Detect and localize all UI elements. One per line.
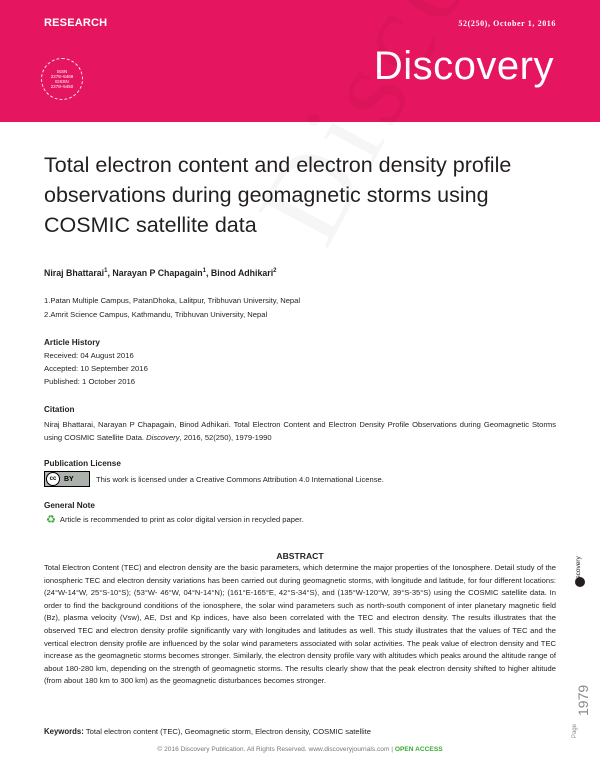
by-label: BY <box>64 475 74 483</box>
general-note-text: Article is recommended to print as color digital version in recycled paper. <box>59 515 304 524</box>
citation-heading: Citation <box>44 405 75 414</box>
seal-line: 2278–5450 <box>50 84 74 90</box>
author-list: Niraj Bhattarai$^1$, Narayan P Chapagain$^1$, Binod Adhikari$^2$ <box>44 268 277 278</box>
author-name: Binod Adhikari <box>210 268 274 278</box>
page-number-value: 1979 <box>575 684 591 716</box>
footer-separator: | <box>391 746 394 753</box>
keywords-text: Total electron content (TEC), Geomagnetic storm, Electron density, COSMIC satellite <box>85 727 372 736</box>
license-row <box>44 471 384 487</box>
author-affil-mark: 1 <box>202 268 207 275</box>
citation-text <box>44 418 556 444</box>
seal-line: 2278–5469 <box>50 73 74 79</box>
recycle-icon: ♻ <box>46 514 56 526</box>
seal-line: EISSN <box>55 79 69 84</box>
author-affil-mark: 1 <box>104 268 108 275</box>
article-history-heading: Article History <box>44 338 100 347</box>
general-note-row <box>46 513 303 526</box>
published-date: Published: 1 October 2016 <box>44 377 136 386</box>
author-name: Niraj Bhattarai <box>44 268 105 278</box>
page-label: Page <box>572 723 578 738</box>
license-text: This work is licensed under a Creative Commons Attribution 4.0 International License. <box>96 474 384 484</box>
journal-brand: Discovery <box>373 44 554 88</box>
citation-body: Niraj Bhattarai, Narayan P Chapagain, Binod Adhikari. Total Electron Content and Electron Density Profile Observations during Geomagnetic Storms using COSMIC Satellite Data. <box>44 420 556 442</box>
abstract-text: Total Electron Content (TEC) and electron density are the basic parameters, which determine the major properties of the Ionosphere. Detail study of the ionospheric TEC and electron density variations has been carried out during geomagnetic storms, with longitude and latitude, for four different locations: (24°W-14°W, 25°S-10°S); (53°W- 46°W, 04°N-14°N); (161°E-165°E, 42°S-34°S), and (135°W-120°W, 39°S-35°S) using the COSMIC satellite data. In order to find the background conditions of the ionosphere, the solar wind parameters such as north-south component of inter planetary magnetic field (Bz), plasma velocity (Vsw), AE, Dst and Kp indices, have also been correlated with the TEC and electron density. The results illustrates that the observed TEC and electron density profile significantly vary with longitudes and latitudes as well. This study illustrates that the values of TEC and the vertical electron density profile are influenced by the solar wind parameters associated with solar activities. The peak value of electron density and TEC increase as the geomagnetic storms becomes stronger. Similarly, the electron density profile vary with altitudes which peaks around the altitude range of about 180-280 km, depending on the strength of geomagnetic storms. The results clearly show that the peak electron density shifted to higher altitude (from about 180 km to 300 km) as the geomagnetic disturbances becomes stronger. <box>44 563 556 686</box>
open-access-badge: OPEN ACCESS <box>394 746 443 753</box>
footer-copyright: © 2016 Discovery Publication. All Rights Reserved. www.discoveryjournals.com <box>157 746 390 753</box>
affiliation: 1.Patan Multiple Campus, PatanDhoka, Lalitpur, Tribhuvan University, Nepal <box>44 296 301 305</box>
section-label: RESEARCH <box>44 17 108 29</box>
author-affil-mark: 2 <box>273 268 277 275</box>
citation-journal: Discovery <box>146 433 180 442</box>
abstract-heading: ABSTRACT <box>276 551 324 561</box>
cc-by-badge-icon[interactable] <box>44 471 90 487</box>
keywords-label: Keywords: <box>44 727 84 736</box>
discovery-logo-icon <box>570 546 590 594</box>
accepted-date: Accepted: 10 September 2016 <box>44 364 148 373</box>
general-note-heading: General Note <box>44 501 95 510</box>
citation-ref: , 2016, 52(250), 1979-1990 <box>179 433 272 442</box>
logo-text: discovery <box>575 556 582 584</box>
cc-icon: cc <box>46 472 60 486</box>
page-number <box>566 660 596 740</box>
keywords <box>44 727 371 736</box>
page-footer <box>0 746 600 753</box>
issn-seal <box>41 58 83 100</box>
author-name: Narayan P Chapagain <box>112 268 203 278</box>
license-heading: Publication License <box>44 459 121 468</box>
seal-line: ISSN <box>56 68 68 74</box>
received-date: Received: 04 August 2016 <box>44 351 134 360</box>
paper-title: Total electron content and electron density profile observations during geomagnetic storms using COSMIC satellite data <box>44 153 512 237</box>
issue-label: 52(250), October 1, 2016 <box>458 19 556 28</box>
affiliation: 2.Amrit Science Campus, Kathmandu, Tribhuvan University, Nepal <box>44 310 268 319</box>
